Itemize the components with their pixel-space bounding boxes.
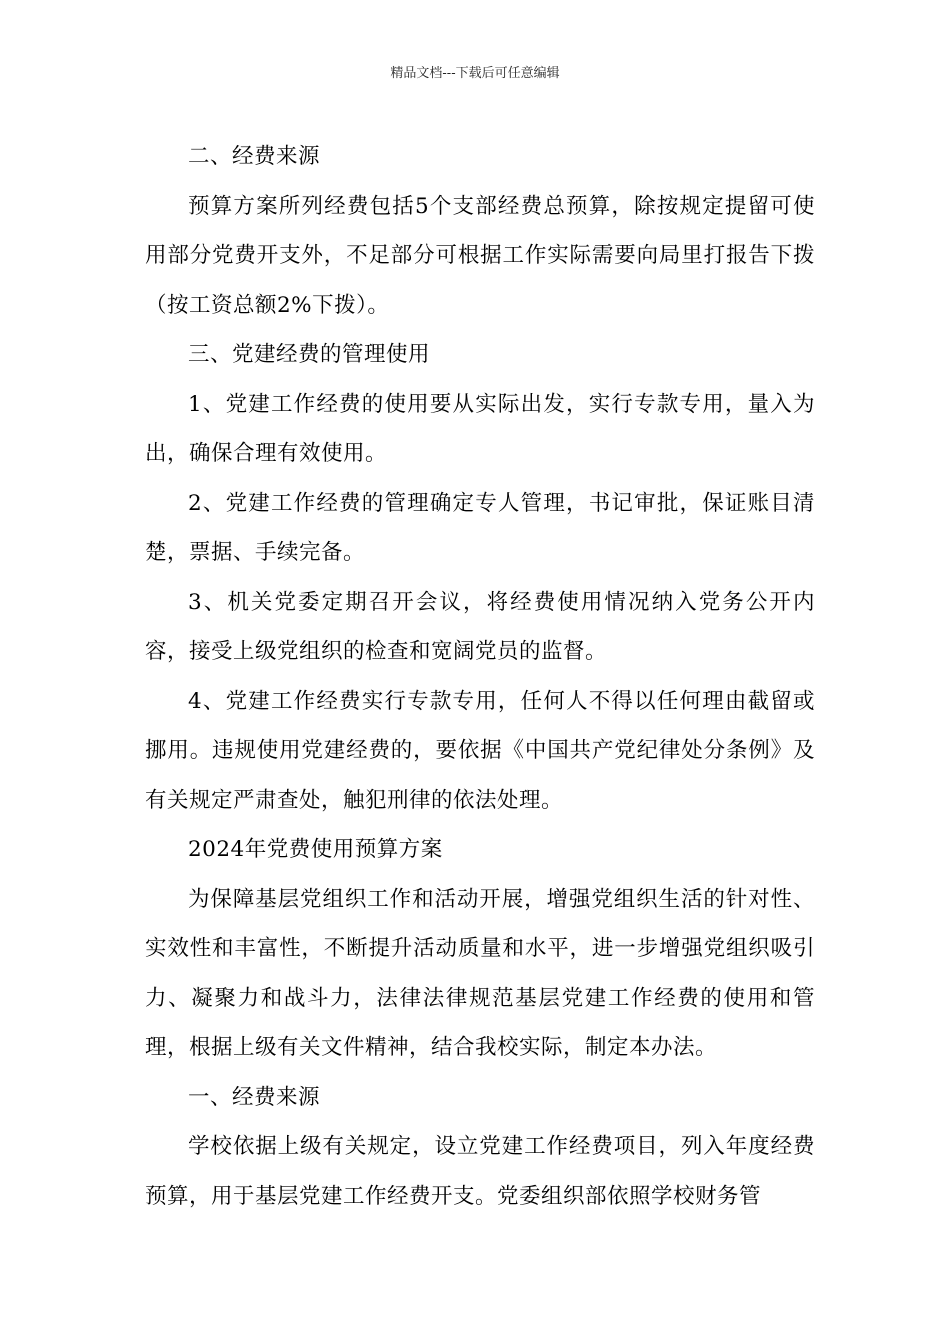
paragraph: 预算方案所列经费包括5个支部经费总预算，除按规定提留可使用部分党费开支外，不足部分可根据工作实际需要向局里打报告下拨（按工资总额2%下拨）。 [145,193,815,318]
paragraph: 2、党建工作经费的管理确定专人管理，书记审批，保证账目清楚，票据、手续完备。 [145,490,815,565]
page-header: 精品文档---下载后可任意编辑 [390,66,560,81]
section-heading-management: 三、党建经费的管理使用 [188,342,431,367]
paragraph: 4、党建工作经费实行专款专用，任何人不得以任何理由截留或挪用。违规使用党建经费的，要依据《中国共产党纪律处分条例》及有关规定严肃查处，触犯刑律的依法处理。 [145,688,815,813]
paragraph: 为保障基层党组织工作和活动开展，增强党组织生活的针对性、实效性和丰富性，不断提升活动质量和水平，进一步增强党组织吸引力、凝聚力和战斗力，法律法律规范基层党建工作经费的使用和管理，根据上级有关文件精神，结合我校实际，制定本办法。 [145,886,815,1060]
section-heading-funding-source: 一、经费来源 [188,1084,321,1110]
paragraph: 3、机关党委定期召开会议，将经费使用情况纳入党务公开内容，接受上级党组织的检查和宽阔党员的监督。 [145,589,815,664]
paragraph: 1、党建工作经费的使用要从实际出发，实行专款专用，量入为出，确保合理有效使用。 [145,391,815,466]
paragraph: 学校依据上级有关规定，设立党建工作经费项目，列入年度经费预算，用于基层党建工作经费开支。党委组织部依照学校财务管 [145,1134,815,1209]
section-heading-funding-source: 二、经费来源 [188,144,321,169]
document-body [145,132,815,1221]
document-title: 2024年党费使用预算方案 [188,837,443,862]
